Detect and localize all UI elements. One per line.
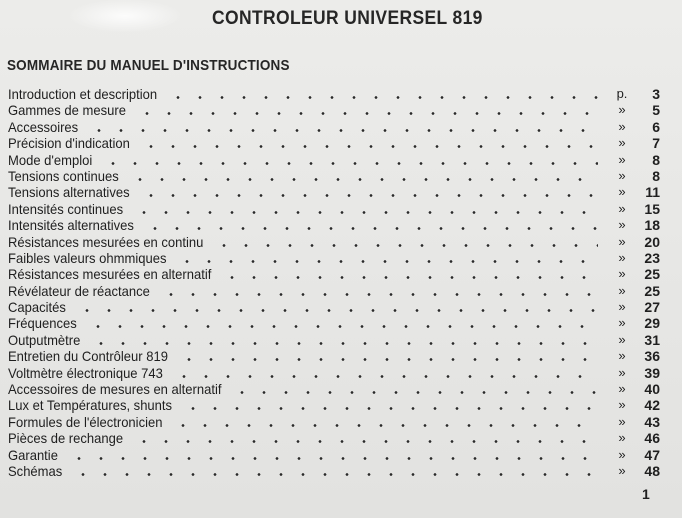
toc-entry-page: 6 — [652, 118, 660, 135]
toc-entry-label: Tensions continues — [8, 167, 119, 184]
toc-entry-label: Tensions alternatives — [8, 184, 130, 201]
toc-entry — [8, 102, 658, 118]
toc-entry — [8, 217, 658, 233]
toc-entry-label: Résistances mesurées en alternatif — [8, 266, 212, 283]
toc-entry — [8, 397, 658, 413]
toc-entry-prefix: » — [618, 315, 626, 331]
toc-entry-prefix: » — [618, 364, 626, 380]
leader-dots — [136, 145, 598, 148]
toc-entry — [8, 447, 658, 463]
toc-entry-label: Intensités continues — [8, 200, 124, 217]
page-number: 1 — [642, 486, 650, 502]
leader-dots — [84, 129, 598, 132]
toc-entry-prefix: » — [618, 299, 626, 315]
toc-entry-label: Formules de l'électronicien — [8, 413, 163, 430]
leader-dots — [68, 473, 598, 476]
toc-entry — [8, 348, 658, 364]
toc-entry-page: 47 — [644, 446, 660, 463]
toc-entry-label: Faibles valeurs ohmmiques — [8, 249, 167, 266]
toc-entry-label: Accessoires de mesures en alternatif — [8, 381, 222, 398]
leader-dots — [174, 358, 598, 361]
toc-entry-prefix: » — [618, 135, 626, 151]
toc-entry — [8, 365, 658, 381]
toc-entry-prefix: » — [618, 102, 626, 118]
toc-entry — [8, 135, 658, 151]
toc-entry-page: 5 — [652, 102, 660, 119]
toc-entry — [8, 332, 658, 348]
leader-dots — [156, 293, 598, 296]
leader-dots — [169, 375, 598, 378]
toc-entry-label: Outputmètre — [8, 331, 81, 348]
leader-dots — [125, 178, 598, 181]
toc-entry-page: 7 — [652, 135, 660, 152]
toc-entry-label: Résistances mesurées en continu — [8, 233, 204, 250]
toc-entry-page: 25 — [644, 266, 660, 283]
toc-entry — [8, 430, 658, 446]
toc-entry-page: 15 — [644, 200, 660, 217]
leader-dots — [129, 211, 598, 214]
leader-dots — [132, 112, 598, 115]
toc-entry — [8, 299, 658, 315]
toc-entry-prefix: » — [618, 282, 626, 298]
document-title: CONTROLEUR UNIVERSEL 819 — [212, 8, 483, 29]
toc-entry-prefix: » — [618, 217, 626, 233]
toc-entry-prefix: » — [618, 266, 626, 282]
toc-entry-page: 36 — [644, 348, 660, 365]
toc-entry-label: Schémas — [8, 462, 63, 479]
toc-entry-page: 18 — [644, 217, 660, 234]
toc-entry — [8, 463, 658, 479]
leader-dots — [129, 440, 598, 443]
toc-entry-label: Capacités — [8, 299, 66, 316]
toc-entry-label: Entretien du Contrôleur 819 — [8, 348, 168, 365]
toc-entry-label: Accessoires — [8, 118, 79, 135]
leader-dots — [209, 244, 598, 247]
paper-smudge — [70, 0, 180, 32]
toc-entry-prefix: » — [618, 118, 626, 134]
leader-dots — [86, 342, 598, 345]
toc-entry-prefix: » — [618, 348, 626, 364]
leader-dots — [98, 162, 598, 165]
leader-dots — [227, 391, 598, 394]
section-heading: SOMMAIRE DU MANUEL D'INSTRUCTIONS — [7, 57, 290, 74]
toc-entry-page: 25 — [644, 282, 660, 299]
leader-dots — [168, 424, 598, 427]
leader-dots — [72, 309, 598, 312]
toc-entry-page: 23 — [644, 249, 660, 266]
toc-entry-label: Révélateur de réactance — [8, 282, 150, 299]
leader-dots — [136, 194, 598, 197]
toc-entry-page: 43 — [644, 413, 660, 430]
toc-entry — [8, 266, 658, 282]
toc-entry — [8, 381, 658, 397]
toc-entry-page: 48 — [644, 462, 660, 479]
leader-dots — [163, 96, 598, 99]
toc-entry-page: 29 — [644, 315, 660, 332]
toc-entry-label: Pièces de rechange — [8, 430, 124, 447]
toc-entry-prefix: » — [618, 462, 626, 478]
toc-entry-page: 27 — [644, 299, 660, 316]
toc-entry-label: Fréquences — [8, 315, 77, 332]
leader-dots — [217, 276, 598, 279]
toc-entry — [8, 414, 658, 430]
toc-entry-prefix: » — [618, 331, 626, 347]
toc-entry-prefix: » — [618, 200, 626, 216]
toc-entry-page: 3 — [652, 86, 660, 102]
toc-entry-page: 8 — [652, 167, 660, 184]
toc-entry — [8, 234, 658, 250]
toc-entry — [8, 315, 658, 331]
toc-entry-prefix: » — [618, 413, 626, 429]
toc-entry-page: 39 — [644, 364, 660, 381]
toc-entry-prefix: p. — [616, 86, 628, 101]
toc-entry-page: 8 — [652, 151, 660, 168]
toc-entry-label: Gammes de mesure — [8, 102, 126, 119]
toc-entry-page: 11 — [645, 184, 660, 201]
toc-entry-prefix: » — [618, 446, 626, 462]
toc-entry-page: 40 — [644, 381, 660, 398]
toc-entry-prefix: » — [618, 430, 626, 446]
table-of-contents — [8, 86, 658, 479]
toc-entry-prefix: » — [618, 233, 626, 249]
leader-dots — [140, 227, 598, 230]
leader-dots — [83, 325, 598, 328]
toc-entry-label: Précision d'indication — [8, 135, 130, 152]
toc-entry-label: Mode d'emploi — [8, 151, 93, 168]
toc-entry-prefix: » — [618, 397, 626, 413]
toc-entry-prefix: » — [618, 167, 626, 183]
toc-entry-page: 20 — [644, 233, 660, 250]
toc-entry — [8, 184, 658, 200]
toc-entry-label: Voltmètre électronique 743 — [8, 364, 163, 381]
toc-entry-page: 42 — [644, 397, 660, 414]
toc-entry-prefix: » — [618, 184, 626, 200]
toc-entry-prefix: » — [618, 249, 626, 265]
leader-dots — [178, 407, 598, 410]
leader-dots — [64, 457, 598, 460]
toc-entry-label: Introduction et description — [8, 86, 158, 102]
toc-entry-prefix: » — [618, 151, 626, 167]
toc-entry — [8, 152, 658, 168]
toc-entry-label: Lux et Températures, shunts — [8, 397, 173, 414]
toc-entry-prefix: » — [618, 381, 626, 397]
toc-entry-label: Intensités alternatives — [8, 217, 134, 234]
toc-entry — [8, 283, 658, 299]
toc-entry — [8, 201, 658, 217]
toc-entry-page: 46 — [644, 430, 660, 447]
toc-entry-label: Garantie — [8, 446, 58, 463]
toc-entry — [8, 168, 658, 184]
toc-entry — [8, 86, 658, 102]
leader-dots — [172, 260, 598, 263]
toc-entry — [8, 119, 658, 135]
toc-entry — [8, 250, 658, 266]
toc-entry-page: 31 — [644, 331, 660, 348]
